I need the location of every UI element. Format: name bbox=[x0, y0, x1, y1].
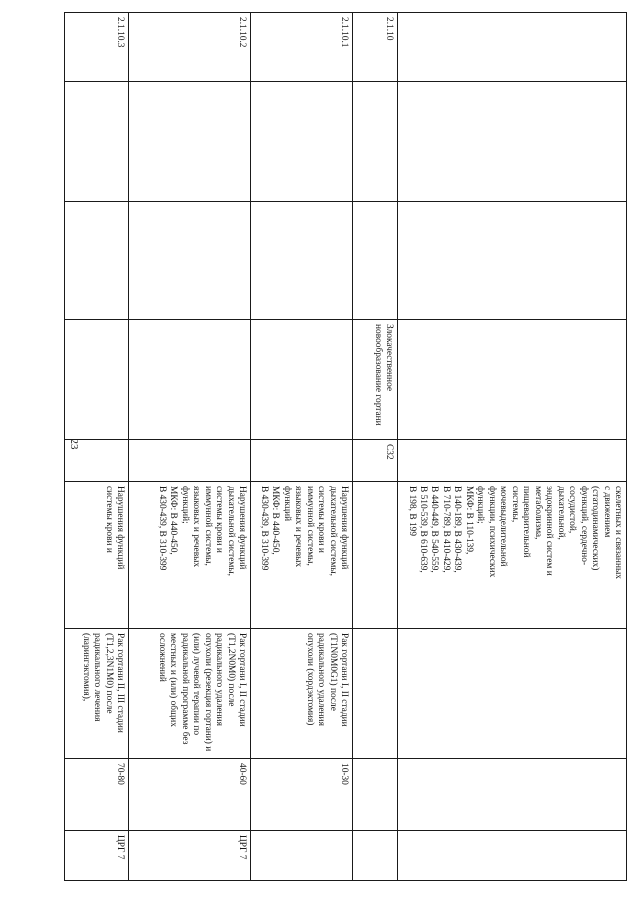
table-row bbox=[65, 13, 129, 881]
cell-icd: С32 bbox=[353, 440, 398, 482]
cell-clinical: Рак гортани II, III стадии (T1,2,3N1M0) после радикального лечения (ларингэктомия), bbox=[65, 629, 129, 759]
cell-blank bbox=[129, 82, 251, 202]
cell-blank bbox=[65, 202, 129, 320]
cell-code: 2.1.10.1 bbox=[251, 13, 353, 82]
cell-percent: 10-30 bbox=[251, 759, 353, 831]
cell-blank bbox=[251, 202, 353, 320]
cell-percent bbox=[353, 759, 398, 831]
cell-blank bbox=[398, 82, 627, 202]
cell-blank bbox=[65, 82, 129, 202]
cell-ref bbox=[353, 831, 398, 881]
cell-code bbox=[398, 13, 627, 82]
cell-impairments: Нарушения функций системы крови и bbox=[65, 482, 129, 629]
cell-code: 2.1.10.2 bbox=[129, 13, 251, 82]
cell-icd bbox=[129, 440, 251, 482]
table-row bbox=[353, 13, 398, 881]
cell-ref bbox=[251, 831, 353, 881]
cell-clinical bbox=[353, 629, 398, 759]
cell-ref: ЦРГ 7 bbox=[65, 831, 129, 881]
cell-blank bbox=[398, 202, 627, 320]
cell-blank bbox=[129, 202, 251, 320]
cell-impairments: Нарушения функций дыхательной системы, системы крови и иммунной системы, языковых и речевых функций; МКФ: В 440-450, В 430-439, В 310-399 bbox=[129, 482, 251, 629]
table-row bbox=[398, 13, 627, 881]
cell-code: 2.1.10 bbox=[353, 13, 398, 82]
cell-percent: 70-80 bbox=[65, 759, 129, 831]
cell-code: 2.1.10.3 bbox=[65, 13, 129, 82]
cell-disease bbox=[129, 320, 251, 440]
cell-clinical: Рак гортани I, II стадии (T1N0M0G1) после радикального удаления опухоли (хордэктомия) bbox=[251, 629, 353, 759]
page-number: 23 bbox=[68, 438, 80, 450]
cell-impairments: скелетных и связанных с движением (статодинамических) функций, сердечно- сосудистой, дыхательной, эндокринной систем и метаболизма, пищеварительной системы, мочевыделительной функции, психических функций; МКФ: В 110-139, В 140-189, В 430-439, В 710-789, В 410-429, В 440-449, В 540-559, В 510-539, В 610-639, В 198, В 199 bbox=[398, 482, 627, 629]
cell-icd bbox=[251, 440, 353, 482]
cell-percent: 40-60 bbox=[129, 759, 251, 831]
cell-blank bbox=[251, 82, 353, 202]
cell-clinical bbox=[398, 629, 627, 759]
cell-percent bbox=[398, 759, 627, 831]
cell-blank bbox=[353, 82, 398, 202]
cell-icd bbox=[65, 440, 129, 482]
cell-blank bbox=[353, 202, 398, 320]
cell-disease bbox=[251, 320, 353, 440]
cell-ref: ЦРГ 7 bbox=[129, 831, 251, 881]
cell-ref bbox=[398, 831, 627, 881]
cell-disease: Злокачественное новообразование гортани bbox=[353, 320, 398, 440]
table-row bbox=[251, 13, 353, 881]
cell-disease bbox=[398, 320, 627, 440]
cell-disease bbox=[65, 320, 129, 440]
cell-clinical: Рак гортани I, II стадии (T1,2N0M0) после радикального удаления опухоли (резекция гортани) и (или) лучевой терапии по радикальной программе без местных и (или) общих осложнений bbox=[129, 629, 251, 759]
disability-criteria-table bbox=[64, 12, 627, 881]
table-row bbox=[129, 13, 251, 881]
cell-impairments bbox=[353, 482, 398, 629]
cell-impairments: Нарушения функций дыхательной системы, системы крови и иммунной системы, языковых и речевых функций МКФ: В 440-450, В 430-439, В 310-399 bbox=[251, 482, 353, 629]
rotated-page bbox=[65, 12, 627, 880]
cell-icd bbox=[398, 440, 627, 482]
